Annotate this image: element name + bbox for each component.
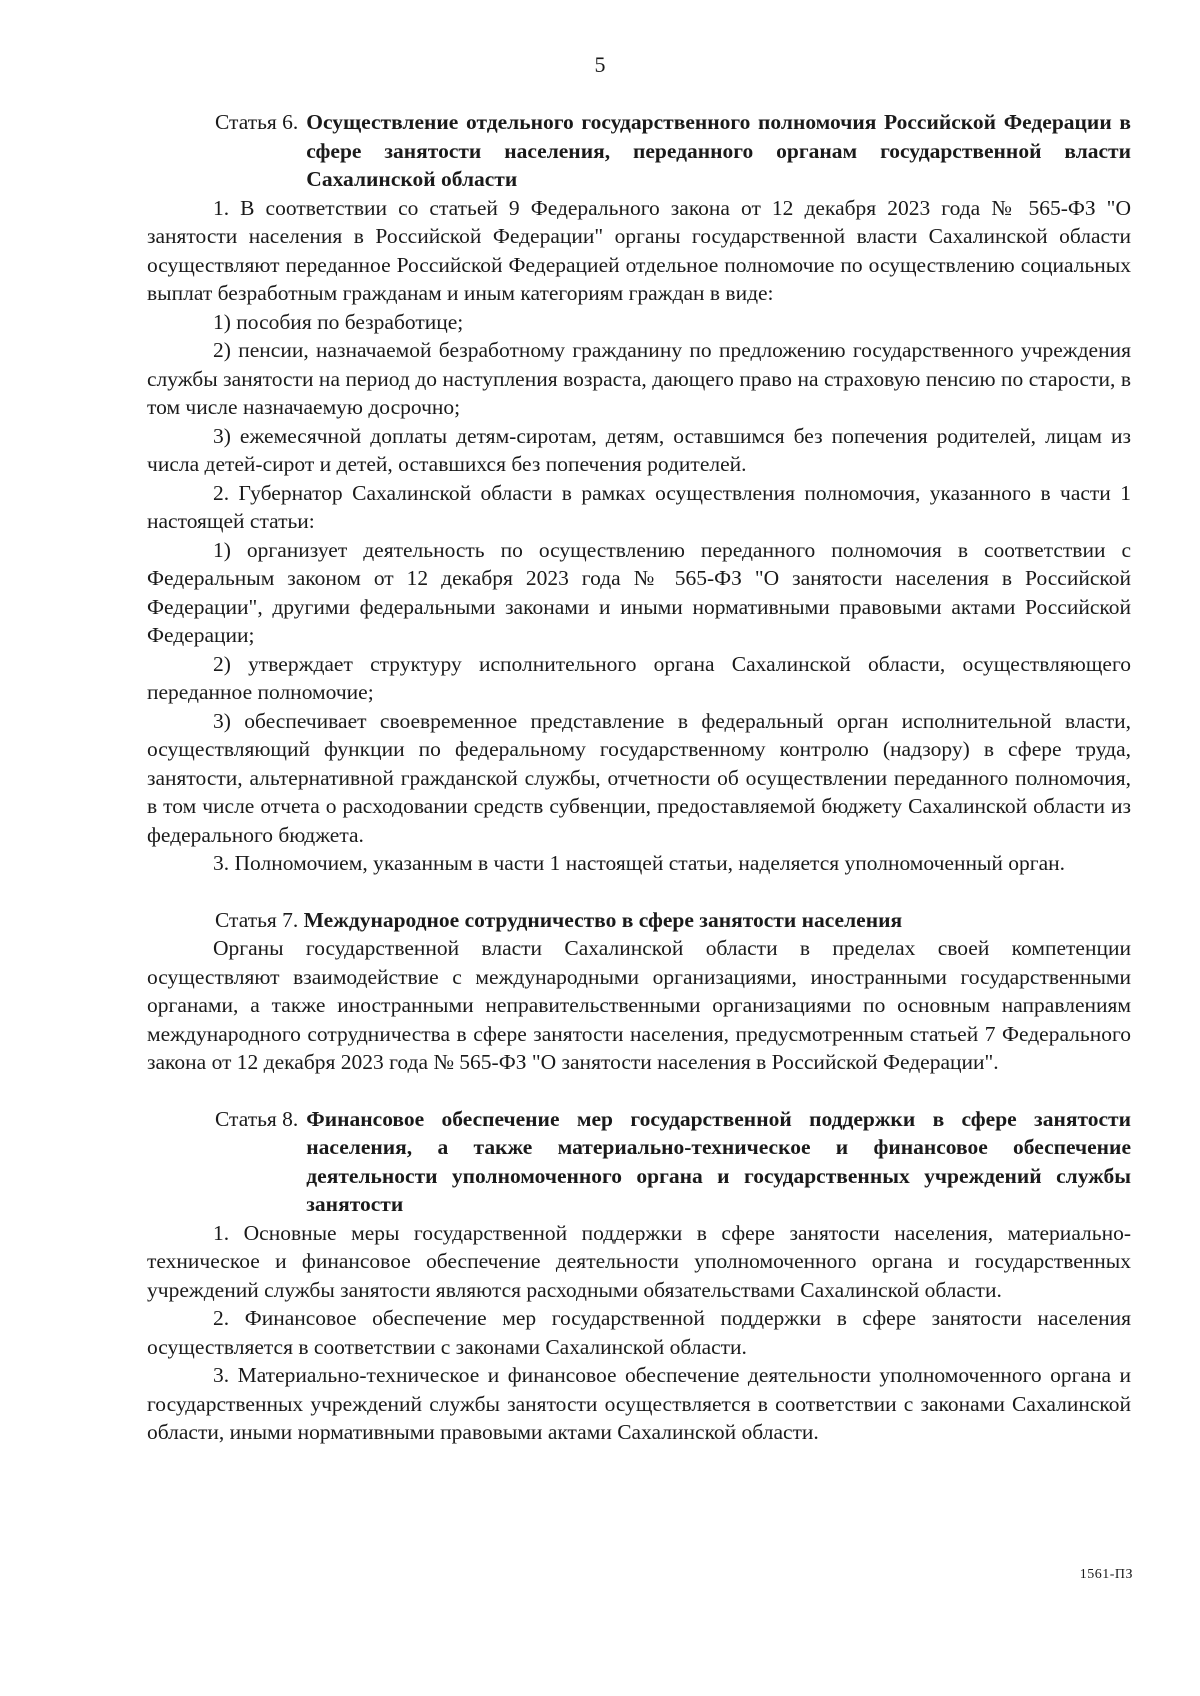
article-8-paragraph: 2. Финансовое обеспечение мер государственной поддержки в сфере занятости населения осуществляется в соответствии с законами Сахалинской области. xyxy=(147,1306,1131,1359)
document-body xyxy=(147,108,1131,1447)
article-6-paragraph: 1. В соответствии со статьей 9 Федерального закона от 12 декабря 2023 года № 565-ФЗ "О занятости населения в Российской Федерации" органы государственной власти Сахалинской области осуществляют переданное Российской Федерацией отдельное полномочие по осуществлению социальных выплат безработным гражданам и иным категориям граждан в виде: xyxy=(147,195,1131,305)
article-7-paragraph: Органы государственной власти Сахалинской области в пределах своей компетенции осуществляют взаимодействие с международными организациями, иностранными государственными органами, а также иностранными неправительственными организациями по основным направлениям международного сотрудничества в сфере занятости населения, предусмотренным статьей 7 Федерального закона от 12 декабря 2023 года № 565-ФЗ "О занятости населения в Российской Федерации". xyxy=(147,936,1131,1074)
page-number: 5 xyxy=(594,52,606,77)
article-7-title: Международное сотрудничество в сфере занятости населения xyxy=(303,907,903,932)
article-8-title: Финансовое обеспечение мер государственной поддержки в сфере занятости населения, а также материально-техническое и финансовое обеспечение деятельности уполномоченного органа и государственных учреждений службы занятости xyxy=(306,1106,1131,1216)
article-8-paragraph: 3. Материально-техническое и финансовое обеспечение деятельности уполномоченного органа и государственных учреждений службы занятости осуществляется в соответствии с законами Сахалинской области, иными нормативными правовыми актами Сахалинской области. xyxy=(147,1363,1131,1444)
article-6-heading xyxy=(147,108,1131,194)
article-8-paragraph: 1. Основные меры государственной поддержки в сфере занятости населения, материально-техническое и финансовое обеспечение деятельности уполномоченного органа и государственных учреждений службы занятости являются расходными обязательствами Сахалинской области. xyxy=(147,1220,1131,1302)
article-6-paragraph: 1) пособия по безработице; xyxy=(213,309,464,334)
document-code: 1561-ПЗ xyxy=(1079,1567,1133,1582)
article-8-heading xyxy=(147,1105,1131,1219)
article-6-paragraph: 2. Губернатор Сахалинской области в рамках осуществления полномочия, указанного в части 1 настоящей статьи: xyxy=(147,480,1131,533)
section-spacer xyxy=(147,878,1131,906)
article-6-paragraph: 1) организует деятельность по осуществлению переданного полномочия в соответствии с Федеральным законом от 12 декабря 2023 года № 565-ФЗ "О занятости населения в Российской Федерации", другими федеральными законами и иными нормативными правовыми актами Российской Федерации; xyxy=(147,537,1131,647)
article-6-title: Осуществление отдельного государственного полномочия Российской Федерации в сфере занятости населения, переданного органам государственной власти Сахалинской области xyxy=(306,110,1131,191)
article-8-prefix: Статья 8. xyxy=(215,1106,299,1131)
article-7-prefix: Статья 7. xyxy=(215,907,299,932)
article-6-paragraph: 3) ежемесячной доплаты детям-сиротам, детям, оставшимся без попечения родителей, лицам из числа детей-сирот и детей, оставшихся без попечения родителей. xyxy=(147,423,1131,476)
article-6-paragraph: 3. Полномочием, указанным в части 1 настоящей статьи, наделяется уполномоченный орган. xyxy=(213,851,1066,875)
section-spacer xyxy=(147,1077,1131,1105)
article-6-prefix: Статья 6. xyxy=(215,110,299,134)
article-7-heading xyxy=(147,906,1131,935)
article-6-paragraph: 2) утверждает структуру исполнительного органа Сахалинской области, осуществляющего переданное полномочие; xyxy=(147,651,1131,704)
article-6-paragraph: 2) пенсии, назначаемой безработному гражданину по предложению государственного учреждения службы занятости на период до наступления возраста, дающего право на страховую пенсию по старости, в том числе назначаемую досрочно; xyxy=(147,338,1131,419)
article-6-paragraph: 3) обеспечивает своевременное представление в федеральный орган исполнительной власти, осуществляющий функции по федеральному государственному контролю (надзору) в сфере труда, занятости, альтернативной гражданской службы, отчетности об осуществлении переданного полномочия, в том числе отчета о расходовании средств субвенции, предоставляемой бюджету Сахалинской области из федерального бюджета. xyxy=(147,708,1131,847)
